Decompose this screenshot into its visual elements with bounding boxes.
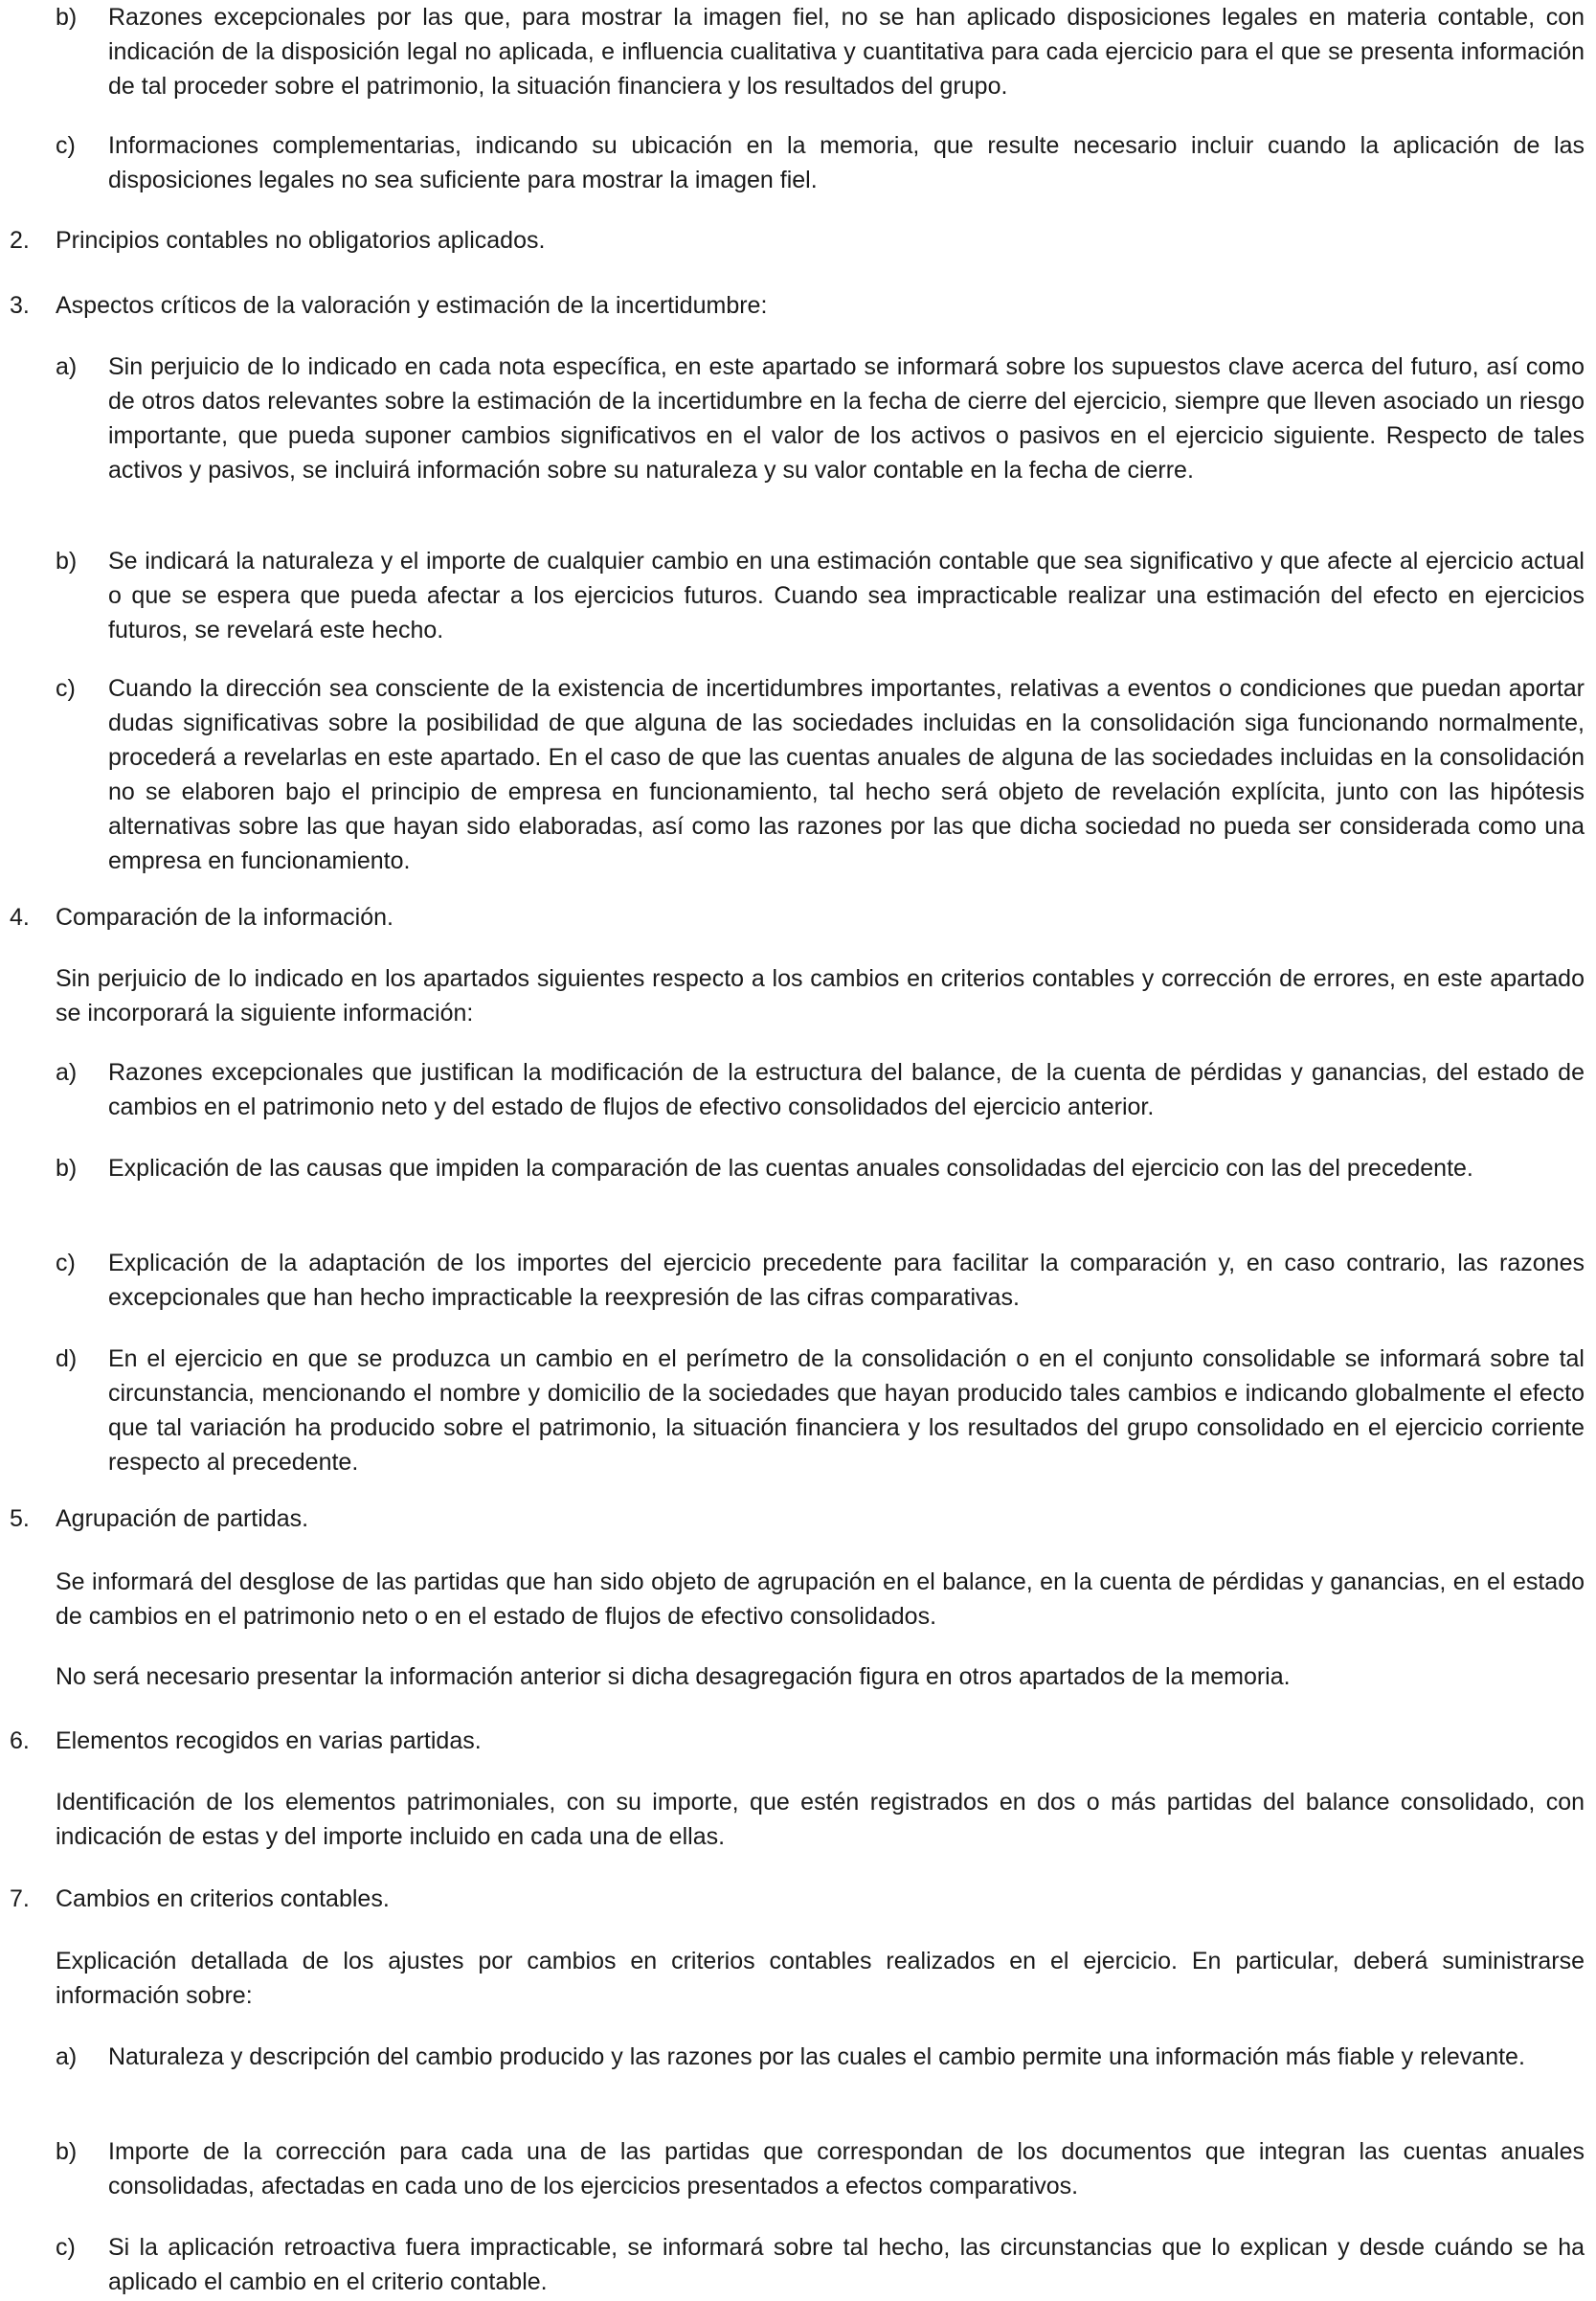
list-marker: c)	[56, 675, 76, 702]
section-number: 6.	[10, 1727, 30, 1754]
list-marker: b)	[56, 1155, 78, 1182]
section-title: Comparación de la información.	[56, 904, 393, 931]
section-title: Cambios en criterios contables.	[56, 1885, 390, 1912]
list-marker: c)	[56, 1250, 76, 1276]
section-number: 5.	[10, 1505, 30, 1532]
section-number: 4.	[10, 904, 30, 931]
list-item-text: Sin perjuicio de lo indicado en cada nota específica, en este apartado se informará sobre los supuestos clave acerca del futuro, así como de otros datos relevantes sobre la estimación de la incertidumbre en la fecha de cierre del ejercicio, siempre que lleven asociado un riesgo importante, que pueda suponer cambios significativos en el valor de los activos o pasivos en el ejercicio siguiente. Respecto de tales activos y pasivos, se incluirá información sobre su naturaleza y su valor contable en la fecha de cierre.	[108, 353, 1585, 484]
list-item-text: Importe de la corrección para cada una de las partidas que correspondan de los documentos que integran las cuentas anuales consolidadas, afectadas en cada uno de los ejercicios presentados a efectos comparativos.	[108, 2138, 1585, 2199]
list-item-text: Cuando la dirección sea consciente de la existencia de incertidumbres importantes, relativas a eventos o condiciones que puedan aportar dudas significativas sobre la posibilidad de que alguna de las sociedades incluidas en la consolidación siga funcionando normalmente, procederá a revelarlas en este apartado. En el caso de que las cuentas anuales de alguna de las sociedades incluidas en la consolidación no se elaboren bajo el principio de empresa en funcionamiento, tal hecho será objeto de revelación explícita, junto con las hipótesis alternativas sobre las que hayan sido elaboradas, así como las razones por las que dicha sociedad no pueda ser considerada como una empresa en funcionamiento.	[108, 675, 1585, 874]
list-item-text: Si la aplicación retroactiva fuera impracticable, se informará sobre tal hecho, las circunstancias que lo explican y desde cuándo se ha aplicado el cambio en el criterio contable.	[108, 2234, 1585, 2295]
section-number: 2.	[10, 227, 30, 254]
list-item-text: Razones excepcionales que justifican la modificación de la estructura del balance, de la cuenta de pérdidas y ganancias, del estado de cambios en el patrimonio neto y del estado de flujos de efectivo consolidados del ejercicio anterior.	[108, 1059, 1585, 1120]
section-paragraph: Identificación de los elementos patrimoniales, con su importe, que estén registrados en dos o más partidas del balance consolidado, con indicación de estas y del importe incluido en cada una de ellas.	[56, 1789, 1585, 1850]
list-marker: c)	[56, 2234, 76, 2261]
list-marker: b)	[56, 548, 78, 575]
section-number: 3.	[10, 292, 30, 319]
list-marker: a)	[56, 1059, 78, 1086]
section-paragraph: No será necesario presentar la información anterior si dicha desagregación figura en otros apartados de la memoria.	[56, 1663, 1291, 1690]
section-paragraph: Se informará del desglose de las partidas que han sido objeto de agrupación en el balance, en la cuenta de pérdidas y ganancias, en el estado de cambios en el patrimonio neto o en el estado de flujos de efectivo consolidados.	[56, 1568, 1585, 1630]
list-item-text: En el ejercicio en que se produzca un cambio en el perímetro de la consolidación o en el conjunto consolidable se informará sobre tal circunstancia, mencionando el nombre y domicilio de la sociedades que hayan producido tales cambios e indicando globalmente el efecto que tal variación ha producido sobre el patrimonio, la situación financiera y los resultados del grupo consolidado en el ejercicio corriente respecto al precedente.	[108, 1345, 1585, 1476]
list-marker: a)	[56, 2043, 78, 2070]
list-item-text: Explicación de las causas que impiden la comparación de las cuentas anuales consolidadas del ejercicio con las del precedente.	[108, 1155, 1473, 1182]
section-paragraph: Explicación detallada de los ajustes por cambios en criterios contables realizados en el ejercicio. En particular, deberá suministrarse información sobre:	[56, 1948, 1585, 2009]
list-item-text: Informaciones complementarias, indicando su ubicación en la memoria, que resulte necesario incluir cuando la aplicación de las disposiciones legales no sea suficiente para mostrar la imagen fiel.	[108, 132, 1585, 193]
list-item-text: Explicación de la adaptación de los importes del ejercicio precedente para facilitar la comparación y, en caso contrario, las razones excepcionales que han hecho impracticable la reexpresión de las cifras comparativas.	[108, 1250, 1585, 1311]
section-number: 7.	[10, 1885, 30, 1912]
list-marker: b)	[56, 2138, 78, 2165]
section-title: Elementos recogidos en varias partidas.	[56, 1727, 482, 1754]
section-title: Aspectos críticos de la valoración y estimación de la incertidumbre:	[56, 292, 768, 319]
list-marker: b)	[56, 4, 78, 31]
list-item-text: Naturaleza y descripción del cambio producido y las razones por las cuales el cambio permite una información más fiable y relevante.	[108, 2043, 1525, 2070]
section-title: Agrupación de partidas.	[56, 1505, 309, 1532]
list-item-text: Razones excepcionales por las que, para mostrar la imagen fiel, no se han aplicado disposiciones legales en materia contable, con indicación de la disposición legal no aplicada, e influencia cualitativa y cuantitativa para cada ejercicio para el que se presenta información de tal proceder sobre el patrimonio, la situación financiera y los resultados del grupo.	[108, 4, 1585, 100]
section-title: Principios contables no obligatorios aplicados.	[56, 227, 546, 254]
list-marker: c)	[56, 132, 76, 159]
list-item-text: Se indicará la naturaleza y el importe de cualquier cambio en una estimación contable que sea significativo y que afecte al ejercicio actual o que se espera que pueda afectar a los ejercicios futuros. Cuando sea impracticable realizar una estimación del efecto en ejercicios futuros, se revelará este hecho.	[108, 548, 1585, 643]
list-marker: d)	[56, 1345, 78, 1372]
list-marker: a)	[56, 353, 78, 380]
section-paragraph: Sin perjuicio de lo indicado en los apartados siguientes respecto a los cambios en criterios contables y corrección de errores, en este apartado se incorporará la siguiente información:	[56, 965, 1585, 1026]
